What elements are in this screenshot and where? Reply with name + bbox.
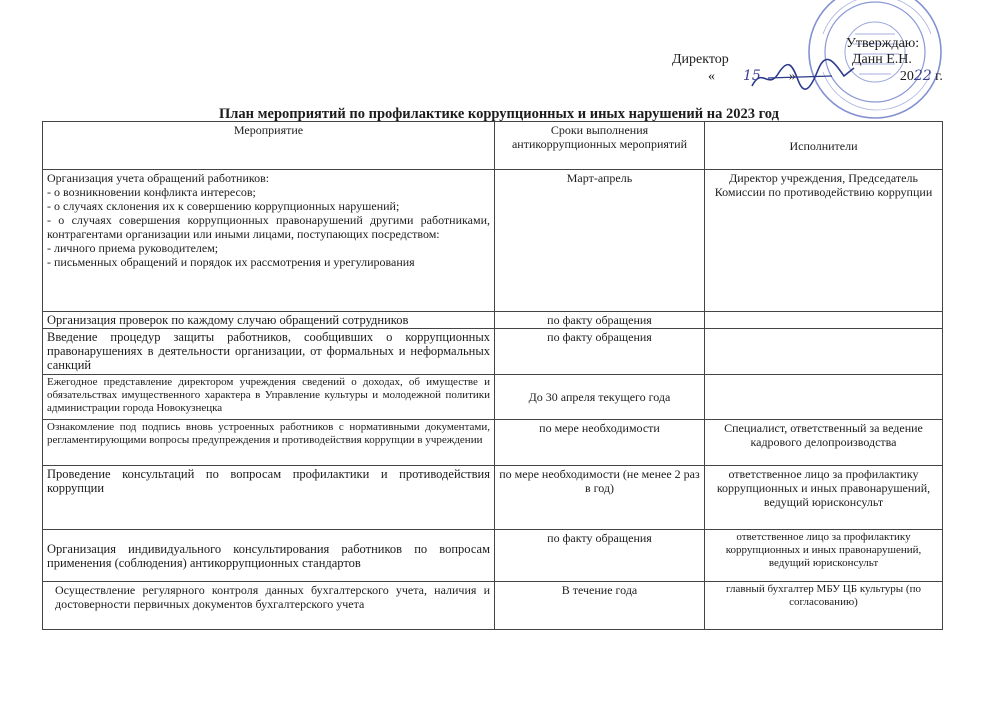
executor-cell [705, 375, 943, 420]
date-day: 15 [743, 68, 761, 84]
table-row [43, 329, 943, 375]
term-cell: по мере необходимости (не менее 2 раз в год) [495, 466, 705, 530]
date-close-quote: » [788, 69, 796, 84]
approve-label: Утверждаю: [846, 36, 920, 51]
date-year-suffix: 22 [913, 68, 932, 84]
event-cell: Ежегодное представление директором учреждения сведений о доходах, об имуществе и обязательствах имущественного характера в Управление культуры и молодежной политики администрации города Новокузнецка [43, 375, 495, 420]
column-header-executor: Исполнители [705, 122, 943, 170]
executor-cell: ответственное лицо за профилактику коррупционных и иных правонарушений, ведущий юрисконсульт [705, 466, 943, 530]
executor-cell: Директор учреждения, Председатель Комиссии по противодействию коррупции [705, 170, 943, 312]
term-cell: по факту обращения [495, 312, 705, 329]
event-cell: Организация индивидуального консультирования работников по вопросам применения (соблюдения) антикоррупционных стандартов [43, 530, 495, 582]
table-row [43, 530, 943, 582]
date-year-unit: г. [935, 69, 943, 84]
table-row [43, 466, 943, 530]
term-cell: В течение года [495, 582, 705, 630]
event-cell: Организация учета обращений работников: - о возникновении конфликта интересов; - о случаях склонения их к совершению коррупционных нарушений; - о случаях совершения коррупционных правонарушений другими работниками, контрагентами организации или иными лицами, поступающих посредством: - личного приема руководителем; - письменных обращений и порядок их рассмотрения и урегулирования [43, 170, 495, 312]
column-header-event: Мероприятие [43, 122, 495, 170]
executor-cell: главный бухгалтер МБУ ЦБ культуры (по согласованию) [705, 582, 943, 630]
date-open-quote: « [708, 69, 715, 84]
executor-cell: Специалист, ответственный за ведение кадрового делопроизводства [705, 420, 943, 466]
term-cell: Март-апрель [495, 170, 705, 312]
column-header-term: Сроки выполнения антикоррупционных мероприятий [495, 122, 705, 170]
term-cell: по мере необходимости [495, 420, 705, 466]
event-cell: Проведение консультаций по вопросам профилактики и противодействия коррупции [43, 466, 495, 530]
event-cell: Осуществление регулярного контроля данных бухгалтерского учета, наличия и достоверности первичных документов бухгалтерского учета [43, 582, 495, 630]
table-row [43, 170, 943, 312]
table-row [43, 420, 943, 466]
table-row [43, 312, 943, 329]
event-cell: Организация проверок по каждому случаю обращений сотрудников [43, 312, 495, 329]
table-row [43, 375, 943, 420]
event-cell: Ознакомление под подпись вновь устроенных работников с нормативными документами, регламентирующими вопросы предупреждения и противодействия коррупции в учреждении [43, 420, 495, 466]
director-label: Директор [672, 52, 729, 67]
document-title: План мероприятий по профилактике коррупционных и иных нарушений на 2023 год [219, 106, 779, 122]
date-year-prefix: 20 [899, 69, 914, 84]
term-cell: До 30 апреля текущего года [495, 375, 705, 420]
term-cell: по факту обращения [495, 530, 705, 582]
director-signature [748, 56, 858, 96]
director-name: Данн Е.Н. [852, 52, 912, 67]
term-cell: по факту обращения [495, 329, 705, 375]
executor-cell [705, 329, 943, 375]
executor-cell [705, 312, 943, 329]
event-cell: Введение процедур защиты работников, сообщивших о коррупционных правонарушениях в деятельности организации, от формальных и неформальных санкций [43, 329, 495, 375]
executor-cell: ответственное лицо за профилактику коррупционных и иных правонарушений, ведущий юрисконсульт [705, 530, 943, 582]
table-header-row [43, 122, 943, 170]
plan-table [42, 121, 943, 630]
table-row [43, 582, 943, 630]
